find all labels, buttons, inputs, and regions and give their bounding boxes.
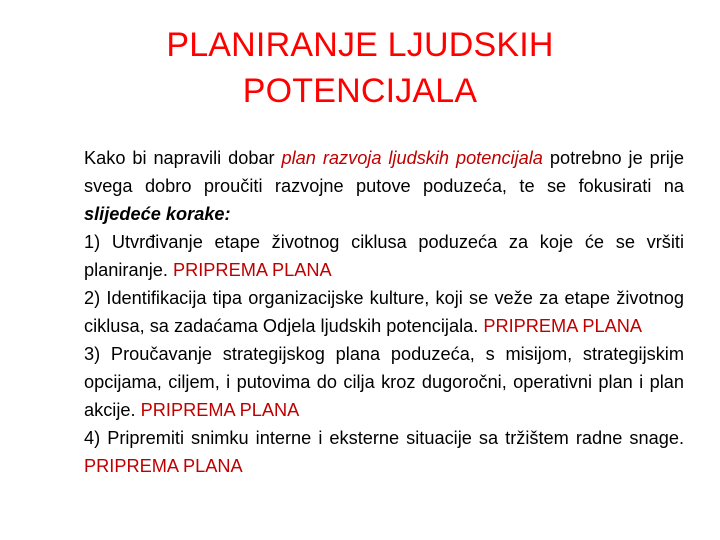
step-item [84, 228, 684, 284]
intro-highlight: plan razvoja ljudskih potencijala [281, 148, 543, 168]
step-text: 2) Identifikacija tipa organizacijske kulture, koji se veže za etape životnog ciklusa, sa zadaćama Odjela ljudskih potencijala. [84, 288, 684, 336]
step-text: 4) Pripremiti snimku interne i eksterne situacije sa tržištem radne snage. [84, 428, 684, 448]
slide-title-line-2: POTENCIJALA [242, 72, 478, 110]
step-item [84, 284, 684, 340]
intro-prefix: Kako bi napravili dobar [84, 148, 282, 168]
step-tag: PRIPREMA PLANA [84, 456, 243, 476]
step-text: 1) Utvrđivanje etape životnog ciklusa poduzeća za koje će se vršiti planiranje. [84, 232, 684, 280]
step-tag: PRIPREMA PLANA [172, 260, 332, 280]
intro-paragraph [84, 144, 684, 228]
step-item [84, 424, 684, 480]
intro-emphasis: slijedeće korake: [84, 204, 231, 224]
slide-body [84, 144, 684, 480]
slide-title-line-1: PLANIRANJE LJUDSKIH [166, 26, 554, 64]
intro-middle: potrebno je prije svega dobro proučiti razvojne putove poduzeća, te se fokusirati na [84, 148, 684, 196]
step-text: 3) Proučavanje strategijskog plana poduzeća, s misijom, strategijskim opcijama, ciljem, i putovima do cilja kroz dugoročni, operativni plan i plan akcije. [84, 344, 684, 420]
step-tag: PRIPREMA PLANA [483, 316, 643, 336]
step-tag: PRIPREMA PLANA [140, 400, 300, 420]
step-item [84, 340, 684, 424]
slide-title [0, 22, 720, 114]
